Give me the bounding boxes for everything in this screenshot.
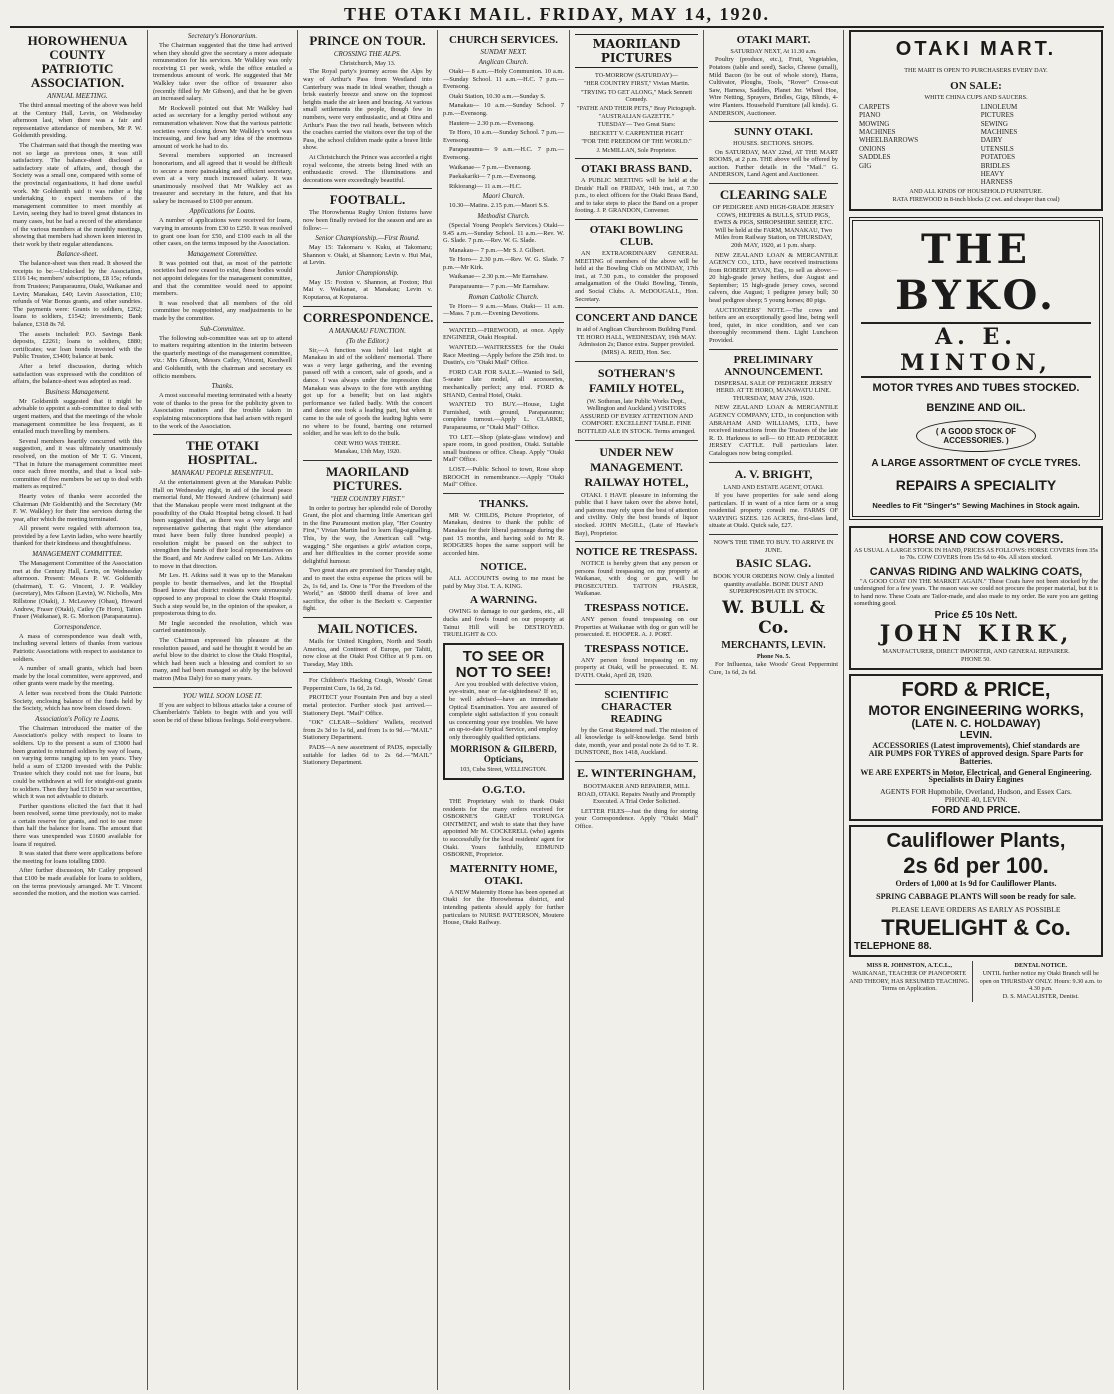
subhead: Correspondence. bbox=[53, 622, 102, 631]
paragraph: Several members heartily concurred with this suggestion, and it was ultimately unanimously resolved, on the motion of Mr T. G. Vincent, "That in future the management committee meet once each three months, and that a local sub-committee of five members be set up to deal with matters as required." bbox=[13, 437, 142, 491]
heading-concert: CONCERT AND DANCE bbox=[575, 312, 698, 325]
paragraph: A PUBLIC MEETING will be held at the Druids' Hall on FRIDAY, 14th inst., at 7.30 p.m., to elect officers for the Otaki Brass Band, and to take steps to place the Band on a proper footing. J. P. GRANDON, Convener. bbox=[575, 177, 698, 215]
horse-covers-title: HORSE AND COW COVERS. bbox=[888, 530, 1064, 546]
paragraph: The Royal party's journey across the Alps by way of Arthur's Pass from Westland into Canterbury was made in ideal weather, though a brisk easterly breeze and snow on the topmost heights made the air keen and bracing. At various small settlements the people, though few in numbers, were very enthusiastic, and at Otira and Arthur's Pass the two rail heads, between which the coaches carried the visitors over the top of the Pass, the school children made quite a brave little show. bbox=[303, 68, 432, 152]
kirk-ad bbox=[849, 526, 1103, 670]
headline-correspondence: CORRESPONDENCE. bbox=[303, 309, 434, 325]
price-line: Price £5 10s Nett. bbox=[934, 609, 1018, 621]
column-6 bbox=[704, 30, 844, 1390]
paragraph: The assets included: P.O. Savings Bank deposits, £2261; loans to soldiers, £880; certificates; war loan bonds invested with the Public Trustee, £3400; balance at bank. bbox=[13, 330, 142, 361]
paragraph: For Influenza, take Woods' Great Peppermint Cure, 1s 6d, 2s 6d. bbox=[709, 661, 838, 676]
paragraph: Further questions elicited the fact that it had been resolved, some time previously, not to make a certain reserve for grants, and not to use more than half the balance for loans. The amount that there was unexpended was £1600 available for loans if required. bbox=[13, 802, 142, 848]
service-line: Te Horo— 9 a.m.—Mass. Otaki— 11 a.m.—Mass. 7 p.m.—Evening Devotions. bbox=[443, 302, 564, 318]
cauliflower-orders: Orders of 1,000 at 1s 9d for Cauliflower Plants. bbox=[895, 878, 1057, 888]
subhead: A MANAKAU FUNCTION. bbox=[328, 326, 407, 335]
paragraph: If you have properties for sale send along particulars. If in want of a nice farm or a snug residential property consult me. FARMS OF VARYING SIZES. 126 ACRES, first-class land, situate at Otaki. Quick sale, £27. bbox=[709, 491, 838, 530]
heading-notice: NOTICE. bbox=[480, 561, 527, 574]
paragraph: If you are subject to bilious attacks take a course of Chamberlain's Tablets to begin with and you will soon be rid of these bilious feelings. Sold everywhere. bbox=[153, 701, 292, 724]
sale-date: SATURDAY NEXT, At 11.30 a.m. bbox=[730, 48, 817, 55]
divider bbox=[575, 158, 698, 159]
list-item: MOWING MACHINES bbox=[859, 119, 896, 137]
headline-church-services: CHURCH SERVICES. bbox=[448, 34, 559, 46]
paragraph: in aid of Anglican Churchroom Building Fund. TE HORO HALL, WEDNESDAY, 19th MAY. Admission 2s; Dance extra. Supper provided. (MRS) A. REID, Hon. Sec. bbox=[576, 326, 697, 356]
heading-bowling-club: OTAKI BOWLING CLUB. bbox=[589, 224, 684, 249]
paragraph: THE Proprietary wish to thank Otaki residents for the many orders received for OSBORNE'S GREAT TORUNGA OINTMENT, and wish to state that they have appointed Mr M. COCKERELL (who) agents to successfully for the local residents' agent for Otaki. Yours faithfully, EDMUND OSBORNE, Proprietor. bbox=[443, 798, 564, 859]
heading-basic-slag: BASIC SLAG. bbox=[735, 556, 812, 571]
otaki-mart-list-right bbox=[981, 103, 1093, 187]
subhead: Business Management. bbox=[45, 387, 110, 396]
classified-ad: WANTED.—FIREWOOD, at once. Apply ENGINEER, Otaki Hospital. bbox=[443, 326, 564, 342]
proprietor: J. McMILLAN, Sole Proprietor. bbox=[596, 146, 677, 154]
ford-levin: LEVIN. bbox=[959, 729, 993, 741]
wbull-heading: W. BULL & Co. bbox=[722, 597, 825, 638]
program-line: TUESDAY— Two Great Stars: bbox=[597, 121, 676, 129]
byko-cycle: A LARGE ASSORTMENT OF CYCLE TYRES. bbox=[871, 457, 1081, 469]
byko-motor: MOTOR TYRES AND TUBES STOCKED. bbox=[872, 381, 1080, 394]
column-7 bbox=[844, 30, 1108, 1390]
paragraph: Hearty votes of thanks were accorded the Chairman (Mr Goldsmith) and the Secretary (Mr F. W. Walkley) for their fine services during the year, after which the meeting terminated. bbox=[13, 492, 142, 523]
paragraph: A number of applications were received for loans, varying in amounts from £30 to £250. It was resolved to grant one loan for £50, and £100 each in all the other cases, on the terms imposed by the Association. bbox=[153, 217, 292, 248]
paragraph: Two great stars are promised for Tuesday night, and to meet the extra expense the prices will be 2s, 1s 6d, and 1s. One is "For the Freedom of the World," an \$8000 thrill drama of love and sacrifice, the other is the Beckett v. Carpentier fight. bbox=[303, 567, 432, 613]
paragraph: AUCTIONEERS' NOTE.—The cows and heifers are an exceptionally good line, being well bred, quiet, in nice condition, and we can thoroughly recommend them. Light Luncheon Provided. bbox=[709, 306, 838, 345]
paragraph: PADS—A new assortment of PADS, especially suitable for ladies 6d to 2s 6d.—"MAIL" Stationery Department. bbox=[303, 744, 432, 767]
heading-maternity: MATERNITY HOME, OTAKI. bbox=[449, 862, 558, 887]
paragraph: It was resolved that all members of the old committee be reappointed, any readjustments to be made by the committee. bbox=[153, 299, 292, 322]
paragraph: May 15: Takomaru v. Kuku, at Takomaru; Shannon v. Otaki, at Shannon; Levin v. Hui Mai, at Levin. bbox=[303, 244, 432, 267]
divider bbox=[709, 183, 838, 184]
truelight-phone: TELEPHONE 88. bbox=[854, 940, 932, 952]
service-line: Otaki Station, 10.30 a.m.—Sunday S. bbox=[449, 92, 546, 100]
column-5 bbox=[570, 30, 704, 1390]
paragraph: OTAKI. I HAVE pleasure in informing the public that I have taken over the above hotel, and patrons may rely upon the best of attention and civility. Only the best brands of liquor stocked. JOHN McGILL, (Late of Hawke's Bay), Proprietor. bbox=[575, 491, 698, 537]
wbull-sub: MERCHANTS, LEVIN. bbox=[721, 639, 826, 651]
service-line: Manakau— 7 p.m.—Mr S. J. Gilbert. bbox=[449, 246, 545, 254]
church-name: Roman Catholic Church. bbox=[468, 292, 539, 301]
optician-ad bbox=[443, 643, 564, 780]
byko-benzine: BENZINE AND OIL. bbox=[926, 401, 1026, 414]
optician-ad-title: TO SEE OR NOT TO SEE! bbox=[455, 647, 552, 681]
service-line: Rikiorangi— 11 a.m.—H.C. bbox=[449, 182, 522, 190]
columns bbox=[8, 30, 1108, 1390]
subhead: Junior Championship. bbox=[336, 268, 399, 277]
column-3 bbox=[298, 30, 438, 1390]
kirk-sub: MANUFACTURER, DIRECT IMPORTER, AND GENERAL REPAIRER. bbox=[882, 647, 1070, 655]
divider bbox=[709, 349, 838, 350]
list-item: PICTURES bbox=[980, 111, 1014, 120]
subhead: SUNDAY NEXT. bbox=[480, 48, 527, 56]
heading-thanks: THANKS. bbox=[478, 497, 529, 510]
paragraph: The Chairman said that though the meeting was not so large as previous ones, it was still satisfactory. The balance-sheet disclosed a satisfactory state of affairs, and, though the Society was a small one, compared with some of the provincial organisations, it had done useful work. Mr Goldsmith said it was rather a big undertaking to expect members of the management committee to meet monthly at Levin, seeing they had to travel great distances in many cases, but he had a record of the attendance of the various members at the monthly meetings, showing that members had shown keen interest in their work by their regular attendances. bbox=[13, 141, 142, 248]
subhead: Balance-sheet. bbox=[56, 250, 99, 259]
list-item: CARPETS bbox=[859, 102, 890, 111]
ford-experts: WE ARE EXPERTS in Motor, Electrical, and General Engineering. Specialists in Dairy Engines bbox=[860, 767, 1092, 785]
list-item: LINOLEUM bbox=[980, 102, 1018, 111]
paragraph: The balance-sheet was then read. It showed the receipts to be:—Unlocked by the Association, £116 14s; members' subscriptions, £8 15s; refunds from Trustees; Paraparaumu, Otaki, Waikanae and Levin; Manakau, £40; Levin Association, £10; refunds of War Bonus grants, and other sundries. The payments were: Grants to soldiers, £262; loans to soldiers, £1542; investments; Bank balance, £318 8s 7d. bbox=[13, 260, 142, 329]
optician-name: MORRISON & GILBERD, Opticians, bbox=[450, 743, 557, 764]
otaki-mart-ad bbox=[849, 30, 1103, 211]
paragraph: NOW'S THE TIME TO BUY. TO ARRIVE IN JUNE. bbox=[713, 538, 834, 554]
paragraph: ANY person found trespassing on my property at Otaki, will be prosecuted. E. M. D'ATH. Otaki, April 28, 1920. bbox=[575, 656, 698, 680]
classified-ad: WANTED TO BUY.—House, Light Furnished, with ground, Paraparaumu; complete turnout.—Apply L. CLARKE, Paraparaumu, or "Otaki Mail" Office. bbox=[443, 401, 564, 431]
subhead: (To the Editor.) bbox=[346, 336, 389, 345]
divider bbox=[303, 672, 432, 673]
otaki-mart-on-sale: ON SALE: bbox=[950, 80, 1002, 93]
paragraph: For Children's Hacking Cough, Woods' Great Peppermint Cure, 1s 6d, 2s 6d. bbox=[303, 677, 432, 692]
paragraph: BOOK YOUR ORDERS NOW. Only a limited quantity available. BONE DUST AND SUPERPHOSPHATE IN STOCK. bbox=[713, 573, 834, 596]
signature-date: Manakau, 13th May, 1920. bbox=[334, 448, 401, 456]
signature: ONE WHO WAS THERE. bbox=[334, 439, 401, 447]
heading-brass-band: OTAKI BRASS BAND. bbox=[581, 163, 692, 176]
film-title: "TRYING TO GET ALONG," Mack Sennett Comedy. bbox=[580, 88, 693, 104]
paragraph: It was stated that there were applications before the meeting for loans totalling £800. bbox=[13, 850, 142, 865]
byko-ad bbox=[849, 217, 1103, 520]
ford-agents: AGENTS FOR Hupmobile, Overland, Hudson, and Essex Cars. bbox=[880, 786, 1072, 796]
heading-otaki-mart: OTAKI MART. bbox=[736, 34, 811, 46]
paragraph: Mr Les. H. Atkins said it was up to the Manakau people to bestir themselves, and let the Hospital Board know that district residents were strenuously opposed to any proposal to close the Otaki Hospital. Such a step would be, in the opinion of the speaker, a preposterous thing to do. bbox=[153, 572, 292, 618]
truelight-name: TRUELIGHT & Co. bbox=[881, 914, 1071, 940]
divider bbox=[443, 493, 564, 494]
subhead: YOU WILL SOON LOSE IT. bbox=[182, 691, 263, 700]
list-item: SEWING MACHINES bbox=[980, 119, 1018, 137]
subhead: Secretary's Honorarium. bbox=[187, 32, 258, 40]
optician-address: 103, Cuba Street, WELLINGTON. bbox=[460, 765, 547, 773]
otaki-mart-list bbox=[859, 103, 1093, 187]
paragraph: OWING to damage to our gardens, etc., all ducks and fowls found on our property at Tainui Hill will be DESTROYED. TRUELIGHT & CO. bbox=[443, 608, 564, 639]
ford-phone: PHONE 40, LEVIN. bbox=[944, 795, 1008, 805]
ford-name: FORD AND PRICE. bbox=[931, 804, 1021, 816]
subhead: Association's Policy re Loans. bbox=[35, 714, 120, 723]
paragraph: Poultry (produce, etc.), Fruit, Vegetables, Potatoes (table and seed), Sacks, Cheese (small), Mild Bacon (to be out of whole store), Hams, Cultivator, Ploughs, Tools, "Rover" Cross-cut Saw, Harness, Saddles, Planet Jnr. Wheel Hoe, Wire Netting, Sprayers, Bridles, Gigs, Blinds, 4-wire Planters. Household Furniture (all kinds). G. ANDERSON, Auctioneer. bbox=[709, 56, 838, 117]
subhead: CROSSING THE ALPS. bbox=[333, 50, 402, 58]
maoriland-pictures-heading: MAORILAND PICTURES bbox=[575, 34, 698, 68]
church-name: Anglican Church. bbox=[478, 58, 529, 66]
byko-repairs: REPAIRS A SPECIALITY bbox=[895, 476, 1057, 493]
divider bbox=[303, 460, 432, 461]
byko-needles: Needles to Fit "Singer's" Sewing Machines in Stock again. bbox=[872, 500, 1080, 510]
service-line: Te Horo— 2.30 p.m.—Rev. W. G. Slade. 7 p.m.—Mr Kirk. bbox=[443, 256, 564, 271]
classified-ad: TO LET.—Shop (plate-glass window) and spare room, in good position, Otaki. Suitable small business or office. Cheap. Apply "Otaki Mail" Office. bbox=[443, 433, 564, 464]
paragraph: A most successful meeting terminated with a hearty vote of thanks to the press for the publicity given to Association matters and the trouble taken in explaining misconceptions that had arisen with regard to the work of the Association. bbox=[153, 392, 292, 430]
paragraph: DISPERSAL SALE OF PEDIGREE JERSEY HERD. AT TE HORO, MANAWATU LINE. THURSDAY, MAY 27th, 1920. bbox=[714, 379, 833, 402]
teacher-ad bbox=[849, 961, 973, 1002]
heading-ogto: O.G.T.O. bbox=[481, 784, 526, 796]
dental-ad bbox=[979, 961, 1103, 1002]
divider bbox=[443, 322, 564, 323]
divider bbox=[303, 306, 432, 307]
subhead: Applications for Loans. bbox=[189, 207, 256, 216]
heading-clearing-sale: CLEARING SALE bbox=[719, 186, 828, 202]
classified-ad: FORD CAR FOR SALE.—Wanted to Sell, 5-seater late model, all accessories, mechanically perfect; any trial. FORD & SHAND, Central Hotel, Otaki. bbox=[443, 368, 564, 399]
paragraph: A number of small grants, which had been made by the local committee, were approved, and other grants were made by the meeting. bbox=[13, 665, 142, 688]
paragraph: NEW ZEALAND LOAN & MERCANTILE AGENCY CO., LTD., have received instructions from ROBERT JEVAN, Esq., to sell as above:— 20 high-grade jersey heifers, due August and September; 15 high-grade jersey cows, second calvers, due August; 1 pedigree jersey bull; 30 head pedigree sheep; 5 young horses; 80 pigs. bbox=[709, 251, 838, 305]
ford-late: (LATE N. C. HOLDAWAY) bbox=[911, 717, 1041, 730]
ford-pumps: AIR PUMPS FOR TYRES of approved design. Spare Parts for Batteries. bbox=[868, 749, 1084, 766]
otaki-mart-foot: AND ALL KINDS OF HOUSEHOLD FURNITURE. bbox=[909, 187, 1043, 195]
paragraph: At Christchurch the Prince was accorded a right royal welcome, the streets being lined with an enthusiastic crowd. The illuminations and decorations were exceedingly beautiful. bbox=[303, 153, 432, 184]
otaki-mart-list-left bbox=[859, 103, 971, 187]
otaki-mart-title: OTAKI MART. bbox=[895, 38, 1057, 60]
paragraph: The Horowhenua Rugby Union fixtures have now been finally revised for the season and are as follow:— bbox=[303, 209, 432, 232]
headline-football: FOOTBALL. bbox=[329, 192, 406, 208]
heading-wintering: E. WINTERINGHAM, bbox=[577, 766, 696, 780]
paragraph: ANY person found trespassing on our Properties at Waikanae with dog or gun will be prosecuted. E. HOOPER. A. J. PORT. bbox=[575, 616, 698, 639]
otaki-mart-sub: WHITE CHINA CUPS AND SAUCERS. bbox=[924, 94, 1028, 102]
paragraph: LETTER FILES—Just the thing for storing your Correspondence. Apply "Otaki Mail" Office. bbox=[575, 807, 698, 830]
otaki-mart-open: THE MART IS OPEN TO PURCHASERS EVERY DAY. bbox=[904, 67, 1048, 74]
divider bbox=[303, 617, 432, 618]
heading-trespass: NOTICE RE TRESPASS. bbox=[575, 546, 698, 559]
service-line: Paekakariki— 7 p.m.—Evensong. bbox=[449, 173, 537, 181]
subhead: Management Committee. bbox=[187, 249, 258, 258]
masthead-title: THE OTAKI MAIL. FRIDAY, MAY 14, 1920. bbox=[343, 3, 771, 24]
program-line: TO-MORROW (SATURDAY)— bbox=[595, 72, 678, 79]
paragraph: The Chairman expressed his pleasure at the resolution passed, and said he thought it would be an awful blow to the district to close the Otaki Hospital, which had been such a blessing and comfort to so many, and had been managed so ably by the beloved matron (Miss Daly) for so many years. bbox=[153, 637, 292, 682]
divider bbox=[575, 307, 698, 308]
column-2 bbox=[148, 30, 298, 1390]
paragraph: The Chairman introduced the matter of the Association's policy with respect to loans to soldiers. Up to the present a sum of £3000 had been granted to returned soldiers by way of loans, on varying terms ranging up to ten years. They held a sum of £3200 invested with the Public Trustee which they could not use for loans, but could be withdrawn at will for straight-out grants to soldiers. Then they had £1150 in war securities, which it was not advisable to disturb. bbox=[13, 724, 142, 801]
subhead: MANAKAU PEOPLE RESENTFUL. bbox=[171, 469, 274, 478]
paragraph: Mr Rockwell pointed out that Mr Walkley had acted as secretary for a lengthy period without any remuneration whatever. Now that the various patriotic societies were closing down Mr Walkley's work was increasing, and few had any idea of the enormous amount of work he had to do. bbox=[153, 104, 292, 150]
classified-ad: WANTED.—WAITRESSES for the Otaki Race Meeting.—Apply before the 25th inst. to Dustin's, c/o "Otaki Mail" Office. bbox=[443, 344, 564, 367]
horse-covers-text: AS USUAL A LARGE STOCK IN HAND, PRICES AS FOLLOWS: HORSE COVERS from 35s to 70s. COW COVERS from 15s 6d to 40s. All sizes stocked. bbox=[854, 546, 1098, 562]
divider bbox=[575, 361, 698, 362]
ford-sub: MOTOR ENGINEERING WORKS, bbox=[868, 701, 1084, 718]
masthead bbox=[10, 2, 1104, 28]
bottom-ads bbox=[849, 961, 1103, 1002]
paragraph: BOOTMAKER AND REPAIRER, MILL ROAD, OTAKI. Repairs Neatly and Promptly Executed. A Trial Order Solicited. bbox=[577, 783, 696, 806]
paragraph: ALL ACCOUNTS owing to me must be paid by May 31st. T. A. KING. bbox=[443, 575, 564, 590]
divider bbox=[575, 440, 698, 441]
ford-price-ad bbox=[849, 674, 1103, 821]
byko-stock: ( A GOOD STOCK OF ACCESSORIES. ) bbox=[916, 420, 1036, 452]
subhead: Senior Championship.—First Round. bbox=[315, 234, 420, 243]
church-name: Maori Church. bbox=[482, 192, 525, 201]
paragraph: PROTECT your Fountain Pen and buy a steel metal protector. Further stock just arrived.—Stationery Dept. "Mail" Office. bbox=[303, 694, 432, 717]
paragraph: The third annual meeting of the above was held at the Century Hall, Levin, on Wednesday afternoon last, when there was a fair and representative attendance of members, Mr P. W. Goldsmith presiding. bbox=[13, 102, 142, 140]
divider bbox=[709, 121, 838, 122]
kirk-phone: PHONE 50. bbox=[961, 656, 991, 664]
paragraph: At the entertainment given at the Manakau Public Hall on Wednesday night, in aid of the local peace memorial fund, Mr Howard Andrew (chairman) said that the Manakau people were most indignant at the possibility of the Otaki Hospital being closed. It had been suggested that, as there was a very large and representative gathering that night (the attendance must have been fully three hundred people) a resolution might be passed on the subject to strengthen the hands of their local representatives on the Board, and Mr Andrew called on Mr Les. Atkins to move in that direction. bbox=[153, 479, 292, 570]
heading-character-reading: SCIENTIFIC CHARACTER READING bbox=[601, 688, 672, 725]
service-line: (Special Young People's Services.) Otaki— 9.45 a.m.—Sunday School. 11 a.m.—Rev. W. G. Slade. 7 p.m.—Rev. W. G. Slade. bbox=[443, 221, 564, 245]
service-line: Hautere— 2.30 p.m.—Evensong. bbox=[449, 119, 535, 127]
paragraph: Mails for United Kingdom, North and South America, and Continent of Europe, per Tahiti, now close at the Otaki Post Office at 9 p.m. on Tuesday, May 18th. bbox=[303, 637, 432, 668]
paragraph: A mass of correspondence was dealt with, including several letters of thanks from various Patriotic Associations with respect to assistance to soldiers. bbox=[13, 632, 142, 663]
ford-accessories: ACCESSORIES (Latest improvements), Chief standards are bbox=[872, 740, 1080, 750]
list-item: ONIONS bbox=[859, 144, 886, 153]
heading-trespass: TRESPASS NOTICE. bbox=[584, 642, 689, 655]
paragraph: OF PEDIGREE AND HIGH-GRADE JERSEY COWS, HEIFERS & BULLS, STUD PIGS, EWES & PIGS, SHROPSHIRE SHEEP, ETC. Will be held at the FARM, MANAKAU, Two Miles from Railway Station, on THURSDAY, 20th MAY, 1920, at 1 p.m. sharp. bbox=[712, 203, 835, 249]
kirk-name: JOHN KIRK, bbox=[879, 620, 1073, 647]
cauliflower-title: Cauliflower Plants, bbox=[886, 829, 1066, 852]
paragraph: In order to portray her splendid role of Dorothy Grant, the plot and charming little American girl in the fine Paramount motion play, "Her Country First," Vivian Martin had to learn flag-signalling. This, by the way, the American call "wig-wagging." She organises a girls' aviation corps, and her difficulties in the corner provide some delightful humour. bbox=[303, 504, 432, 565]
dateline: Christchurch, May 13. bbox=[339, 60, 396, 67]
film-title: "PATHE AND THEIR PETS," Bray Pictograph. bbox=[576, 104, 696, 112]
list-item: GIG bbox=[859, 161, 872, 170]
paragraph: Mr Ingle seconded the resolution, which was carried unanimously. bbox=[153, 619, 292, 635]
wbull-phone: Phone No. 5. bbox=[756, 652, 791, 660]
cauliflower-ad bbox=[849, 825, 1103, 957]
heading-trespass: TRESPASS NOTICE. bbox=[584, 602, 689, 615]
divider bbox=[153, 687, 292, 688]
service-line: Waikanae— 2.30 p.m.—Mr Earnshaw. bbox=[449, 273, 549, 281]
cauliflower-price: 2s 6d per 100. bbox=[903, 852, 1049, 878]
subhead: HOUSES. SECTIONS. SHOPS. bbox=[733, 140, 814, 148]
divider bbox=[709, 534, 838, 535]
optician-ad-text: Are you troubled with defective vision, eye-strain, near or far-sightedness? If so, be well advised—have an immediate Optical Examination. You are assured of complete sight satisfaction if you consult us concerning your eye troubles. We have an up-to-date Optical Service, and employ only thoroughly qualified opticians. bbox=[449, 680, 558, 741]
column-1 bbox=[8, 30, 148, 1390]
service-line: Waikanae— 7 p.m.—Evensong. bbox=[449, 163, 532, 171]
service-line: Paraparaumu— 7 p.m.—Mr Earnshaw. bbox=[449, 283, 550, 291]
divider bbox=[575, 761, 698, 762]
paragraph: On SATURDAY, MAY 22nd, AT THE MART ROOMS, at 2 p.m. THE above will be offered by auction. Further details in the "Mail." G. ANDERSON, Land Agent and Auctioneer. bbox=[709, 148, 838, 179]
paragraph: NEW ZEALAND LOAN & MERCANTILE AGENCY COMPANY, LTD., in conjunction with ABRAHAM AND WILLIAMS, LTD., have received instructions from the Trustees of the late R. D. Harkness to sell— 60 HEAD PEDIGREE JERSEY CATTLE. Full particulars later. Catalogues now being compiled. bbox=[709, 404, 838, 457]
column-4 bbox=[438, 30, 570, 1390]
paragraph: It was pointed out that, as most of the patriotic societies had now ceased to exist, these bodies would not appoint delegates for the management committee, and that the committee would need to appoint members. bbox=[153, 259, 292, 298]
film-title: "HER COUNTRY FIRST," Vivian Martin. bbox=[583, 80, 690, 88]
divider bbox=[575, 219, 698, 220]
paragraph: Sir,—A function was held last night at Manakau in aid of the soldiers' memorial. There was a very large gathering, and the evening passed off with a concert, sale of goods, and a dance. I was always under the impression that Manakau was always to the fore with anything got up for a benefit; but on last night's performance we failed badly. With the concert and dance one took a leading part, but when it came to the sale of goods the leading lights were no where to be found, barring one returned soldier, and he was left to do the bulk. bbox=[303, 346, 432, 438]
headline-prince-on-tour: PRINCE ON TOUR. bbox=[309, 33, 426, 48]
film-title: BECKETT V. CARPENTIER FIGHT bbox=[589, 129, 684, 137]
paragraph: "OK" CLEAR—Soldiers' Wallets, received from 2s 3d to 1s 6d, and from 1s to 9d.—"MAIL" Stationery Department. bbox=[303, 719, 432, 742]
canvas-coats-title: CANVAS RIDING AND WALKING COATS, bbox=[869, 565, 1083, 578]
byko-minton: A. E. MINTON, bbox=[861, 322, 1091, 378]
heading-sotherans-hotel: SOTHERAN'S FAMILY HOTEL, bbox=[589, 365, 684, 395]
paragraph: by the Great Registered mail. The mission of all knowledge is self-knowledge. Send birth date, month, year and postal note 2s 6d to T. R. DUNSTONE, Box 1418, Auckland. bbox=[575, 726, 698, 757]
service-line: Manakau— 10 a.m.—Sunday School. 7 p.m.—Evensong. bbox=[443, 102, 564, 117]
dental-title: DENTAL NOTICE. bbox=[1014, 961, 1068, 969]
teacher-text: WAIKANAE, TEACHER OF PIANOFORTE AND THEORY, HAS RESUMED TEACHING. Terms on Application. bbox=[849, 970, 970, 992]
subhead-annual-meeting: ANNUAL MEETING. bbox=[47, 92, 108, 100]
paragraph: The Chairman suggested that the time had arrived when they should give the secretary a more adequate remuneration for his services. Mr Walkley was only receiving £1 per week, while the office entailed a tremendous amount of work. He suggested that Mr Walkley take over the office of treasurer also (recently filled by Mr Gibson), and that he be given an increased salary. bbox=[153, 42, 292, 103]
ford-title: FORD & PRICE, bbox=[901, 678, 1051, 701]
list-item: BRIDLES bbox=[980, 161, 1010, 170]
heading-railway-hotel: UNDER NEW MANAGEMENT. RAILWAY HOTEL, bbox=[584, 444, 689, 489]
list-item: POTATOES bbox=[980, 153, 1016, 162]
paragraph: The following sub-committee was set up to attend to matters requiring attention in the interim between the quarterly meetings of the management committee, viz.: Mrs Gibson, Messrs Catley, Vincent, Keedwell and Goldsmith, with the chairman and secretary ex officio members. bbox=[153, 334, 292, 380]
headline-maoriland-pictures: MAORILAND PICTURES. bbox=[325, 463, 410, 493]
subhead: LAND AND ESTATE AGENT, OTAKI. bbox=[723, 483, 824, 491]
paragraph: NOTICE is hereby given that any person or persons found trespassing on my property at Waikanae, with dog or gun, will be PROSECUTED. TATTON FRASER, Waikanae. bbox=[575, 560, 698, 598]
canvas-coats-text: "A GOOD COAT ON THE MARKET AGAIN." These Coats have not been stocked by the undersigned for a few years. The reason was we could not procure the proper material, but it is to hand now. These Coats are Tailor-made, and also made to my order. Be sure you are getting something good. bbox=[854, 577, 1098, 608]
list-item: SADDLES bbox=[859, 153, 891, 162]
divider bbox=[303, 188, 432, 189]
otaki-mart-foot: RATA FIREWOOD in 8-inch blocks (2 cwt. and cheaper than coal) bbox=[892, 196, 1060, 204]
cabbage-line: SPRING CABBAGE PLANTS Will soon be ready for sale. bbox=[876, 891, 1076, 901]
paragraph: Mr Goldsmith suggested that it might be advisable to appoint a sub-committee to deal with urgent matters, and that the meetings of the whole management committee be less frequent, as it entailed much travelling by members. bbox=[13, 397, 142, 436]
divider bbox=[575, 541, 698, 542]
service-line: Te Horo, 10 a.m.—Sunday School. 7 p.m.—Evensong. bbox=[443, 129, 564, 144]
paragraph: (W. Sotheran, late Public Works Dept., Wellington and Auckland.) VISITORS ASSURED OF EVERY ATTENTION AND COMFORT. EXCELLENT TABLE. FINE BOTTLED ALE IN STOCK. Terms arranged. bbox=[577, 397, 696, 435]
heading-warning: A WARNING. bbox=[469, 594, 538, 607]
paragraph: All present were regaled with afternoon tea, provided by a few Levin ladies, who were heartily thanked for their kindness and thoughtfulness. bbox=[13, 525, 142, 548]
teacher-name: MISS R. JOHNSTON, A.T.C.L., bbox=[866, 961, 952, 969]
film-title: "FOR THE FREEDOM OF THE WORLD." bbox=[581, 138, 692, 146]
subhead: Sub-Committee. bbox=[200, 324, 245, 333]
list-item: HEAVY HARNESS bbox=[980, 170, 1013, 187]
service-line: 10.30—Matins. 2.15 p.m.—Maori S.S. bbox=[449, 202, 549, 210]
please-line: PLEASE LEAVE ORDERS AS EARLY AS POSSIBLE bbox=[891, 905, 1061, 915]
subhead: Thanks. bbox=[211, 382, 234, 391]
heading-sunny-otaki: SUNNY OTAKI. bbox=[734, 126, 813, 139]
paragraph: May 15: Foxton v. Shannon, at Foxton; Hui Mai v. Waikanae, at Manakau; Levin v. Koputaroa, at Koputaroa. bbox=[303, 278, 432, 302]
list-item: WHEELBARROWS bbox=[859, 136, 919, 145]
divider bbox=[709, 462, 838, 463]
paragraph: MR W. CHILDS, Picture Proprietor, of Manakau, desires to thank the public of Manakau for their liberal patronage during the past 15 months, and having sold to Mr R. RODGERS hopes the same support will be accorded him. bbox=[443, 511, 564, 557]
dental-text: UNTIL further notice my Otaki Branch will be open on THURSDAY ONLY. Hours: 9.30 a.m. to 4.30 p.m. bbox=[979, 970, 1102, 992]
paragraph: After a brief discussion, during which satisfaction was expressed with the condition of affairs, the balance-sheet was adopted as read. bbox=[13, 363, 142, 386]
divider bbox=[575, 684, 698, 685]
list-item: PIANO bbox=[859, 111, 881, 120]
dental-sign: D. S. MACALISTER, Dentist. bbox=[1002, 993, 1079, 1001]
divider bbox=[153, 434, 292, 435]
byko-title: THE BYKO. bbox=[895, 225, 1057, 319]
service-line: Paraparaumu— 9 a.m.—H.C. 7 p.m.—Evensong. bbox=[443, 146, 564, 161]
list-item: DAIRY UTENSILS bbox=[980, 136, 1014, 153]
subhead: "HER COUNTRY FIRST." bbox=[330, 494, 405, 503]
heading-preliminary: PRELIMINARY ANNOUNCEMENT. bbox=[724, 353, 823, 378]
classified-ad: LOST.—Public School to town, Rose shop BROOCH in remembrance.—Apply "Otaki Mail" Office. bbox=[443, 465, 564, 489]
paragraph: After further discussion, Mr Catley proposed that £100 be made available for loans to soldiers, on the terms previously arranged. Mr T. Vincent seconded the motion, and the motion was carried. bbox=[13, 867, 142, 898]
headline-otaki-hospital: THE OTAKI HOSPITAL. bbox=[185, 438, 260, 468]
headline-patriotic: HOROWHENUA COUNTY PATRIOTIC ASSOCIATION. bbox=[27, 33, 128, 90]
service-line: Otaki— 8 a.m.—Holy Communion. 10 a.m.—Sunday School. 11 a.m.—H.C. 7 p.m.—Evensong. bbox=[443, 68, 564, 91]
paragraph: A NEW Maternity Home has been opened at Otaki for the Horowhenua district, and intending patients should apply for further particulars to NURSE PATTERSON, Moutere House, Otaki Railway. bbox=[443, 888, 564, 927]
paragraph: Several members supported an increased honorarium, and all agreed that it would be difficult to secure a more painstaking and efficient secretary, even at a very much increased salary. It was unanimously resolved that Mr Walkley act as treasurer and secretary in the future, and that his salary be increased to £100 per annum. bbox=[153, 152, 292, 205]
paragraph: AN EXTRAORDINARY GENERAL MEETING of members of the above will be held at the Bowling Club on MONDAY, 17th inst., at 7.30 p.m., to consider the proposed amalgamation of the Otaki Bowling, Tennis, and Social Clubs. A. McDOUGALL, Hon. Secretary. bbox=[575, 250, 698, 303]
paragraph: A letter was received from the Otaki Patriotic Society, enclosing balance of the funds held by the Society, which has now been closed down. bbox=[13, 689, 142, 713]
church-name: Methodist Church. bbox=[477, 211, 530, 220]
film-title: "AUSTRALIAN GAZETTE." bbox=[598, 113, 675, 121]
heading-av-bright: A. V. BRIGHT, bbox=[734, 466, 813, 481]
paragraph: The Management Committee of the Association met at the Century Hall, Levin, on Wednesday afternoon. Present: Messrs P. W. Goldsmith (chairman), T. G. Vincent, J. P. Walkley (secretary), Mrs Gibson (Levin), W. Nicholls, Mrs Rillstone (Otaki), J. McLeavey (Ohau), Howard Andrew, Fraser (Otaki), Catley (Te Horo), Tatton Fraser (Waikanae), R. G. Morison (Paraparaumu). bbox=[13, 560, 142, 621]
subhead: MANAGEMENT COMMITTEE. bbox=[32, 550, 123, 559]
headline-mail-notices: MAIL NOTICES. bbox=[317, 620, 418, 636]
